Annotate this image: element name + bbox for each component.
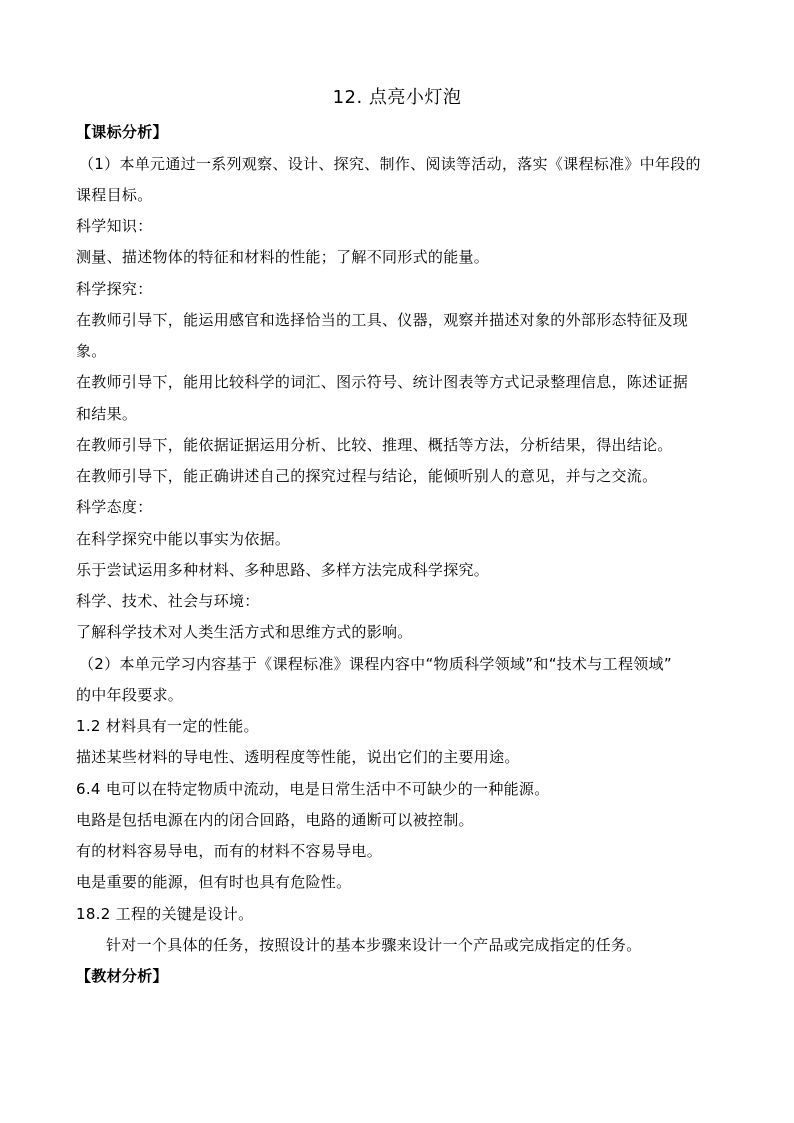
paragraph-line: 在教师引导下，能依据证据运用分析、比较、推理、概括等方法，分析结果，得出结论。 [76, 436, 673, 454]
paragraph-line: 在教师引导下，能用比较科学的词汇、图示符号、统计图表等方式记录整理信息，陈述证据 [76, 373, 689, 391]
paragraph-line: 1.2 材料具有一定的性能。 [76, 717, 259, 735]
paragraph-line: 象。 [76, 342, 107, 360]
paragraph-line: 乐于尝试运用多种材料、多种思路、多样方法完成科学探究。 [76, 561, 490, 579]
paragraph-line: 在教师引导下，能运用感官和选择恰当的工具、仪器，观察并描述对象的外部形态特征及现 [76, 311, 689, 329]
paragraph-line: （1）本单元通过一系列观察、设计、探究、制作、阅读等活动，落实《课程标准》中年段的 [79, 155, 701, 173]
paragraph-line: 在教师引导下，能正确讲述自己的探究过程与结论，能倾听别人的意见，并与之交流。 [76, 467, 658, 485]
paragraph-line: 电是重要的能源，但有时也具有危险性。 [76, 873, 352, 891]
section-heading-curriculum-analysis: 【课标分析】 [76, 123, 168, 141]
paragraph-line: （2）本单元学习内容基于《课程标准》课程内容中“物质科学领域”和“技术与工程领域” [79, 655, 672, 673]
paragraph-line: 课程目标。 [76, 186, 153, 204]
paragraph-line: 和结果。 [76, 405, 138, 423]
paragraph-line: 了解科学技术对人类生活方式和思维方式的影响。 [76, 623, 413, 641]
section-heading-textbook-analysis: 【教材分析】 [76, 967, 168, 985]
subheading-science-inquiry: 科学探究： [76, 280, 153, 298]
paragraph-line: 的中年段要求。 [76, 686, 184, 704]
paragraph-line: 描述某些材料的导电性、透明程度等性能，说出它们的主要用途。 [76, 748, 520, 766]
subheading-science-knowledge: 科学知识： [76, 217, 153, 235]
paragraph-line: 6.4 电可以在特定物质中流动，电是日常生活中不可缺少的一种能源。 [76, 780, 550, 798]
subheading-science-technology-society: 科学、技术、社会与环境： [76, 592, 260, 610]
paragraph-line: 电路是包括电源在内的闭合回路，电路的通断可以被控制。 [76, 811, 474, 829]
paragraph-line: 测量、描述物体的特征和材料的性能；了解不同形式的能量。 [76, 248, 490, 266]
paragraph-line: 在科学探究中能以事实为依据。 [76, 530, 291, 548]
subheading-science-attitude: 科学态度： [76, 498, 153, 516]
paragraph-line: 针对一个具体的任务，按照设计的基本步骤来设计一个产品或完成指定的任务。 [106, 936, 642, 954]
page-title: 12. 点亮小灯泡 [332, 87, 462, 108]
paragraph-line: 有的材料容易导电，而有的材料不容易导电。 [76, 842, 383, 860]
paragraph-line: 18.2 工程的关键是设计。 [76, 905, 254, 923]
